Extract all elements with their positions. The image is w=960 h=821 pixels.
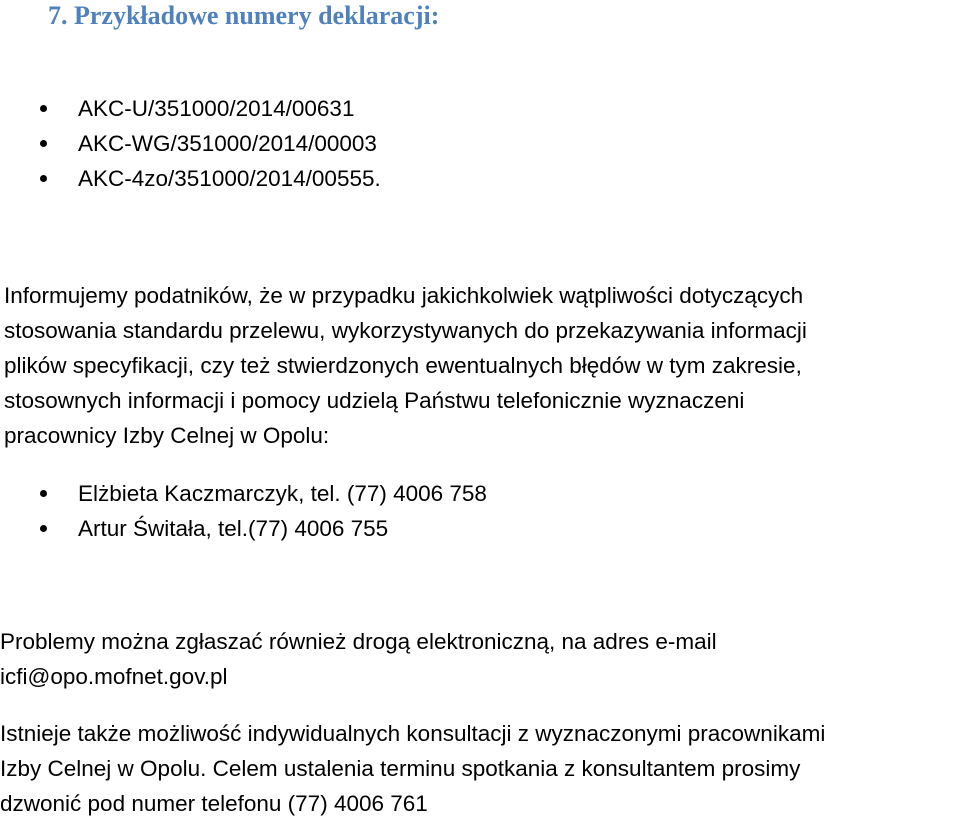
list-item [0,161,381,196]
email-paragraph [0,624,717,694]
info-paragraph [4,278,807,453]
consultation-paragraph [0,716,825,821]
paragraph-line: Istnieje także możliwość indywidualnych konsultacji z wyznaczonymi pracownikami [0,721,826,746]
list-item [0,126,381,161]
bullet-icon [40,105,47,112]
paragraph-line: dzwonić pod numer telefonu (77) 4006 761 [0,791,428,816]
paragraph-line: plików specyfikacji, czy też stwierdzonych ewentualnych błędów w tym zakresie, [4,353,802,378]
contacts-list [0,476,487,546]
declaration-number: AKC-U/351000/2014/00631 [78,96,355,121]
list-item [0,91,381,126]
email-address: icfi@opo.mofnet.gov.pl [0,664,228,689]
paragraph-line: pracownicy Izby Celnej w Opolu: [4,423,330,448]
declaration-number: AKC-WG/351000/2014/00003 [78,131,377,156]
list-item [0,476,487,511]
contact-entry: Artur Świtała, tel.(77) 4006 755 [78,516,389,541]
bullet-icon [40,525,47,532]
contact-entry: Elżbieta Kaczmarczyk, tel. (77) 4006 758 [78,481,487,506]
paragraph-line: Informujemy podatników, że w przypadku jakichkolwiek wątpliwości dotyczących [4,283,804,308]
section-heading: 7. Przykładowe numery deklaracji: [48,1,440,30]
paragraph-line: Izby Celnej w Opolu. Celem ustalenia terminu spotkania z konsultantem prosimy [0,756,801,781]
list-item [0,511,487,546]
paragraph-line: stosowania standardu przelewu, wykorzystywanych do przekazywania informacji [4,318,807,343]
bullet-icon [40,140,47,147]
declaration-numbers-list [0,91,381,196]
paragraph-line: stosownych informacji i pomocy udzielą Państwu telefonicznie wyznaczeni [4,388,745,413]
paragraph-line: Problemy można zgłaszać również drogą elektroniczną, na adres e-mail [0,629,717,654]
bullet-icon [40,175,47,182]
bullet-icon [40,490,47,497]
declaration-number: AKC-4zo/351000/2014/00555. [78,166,381,191]
